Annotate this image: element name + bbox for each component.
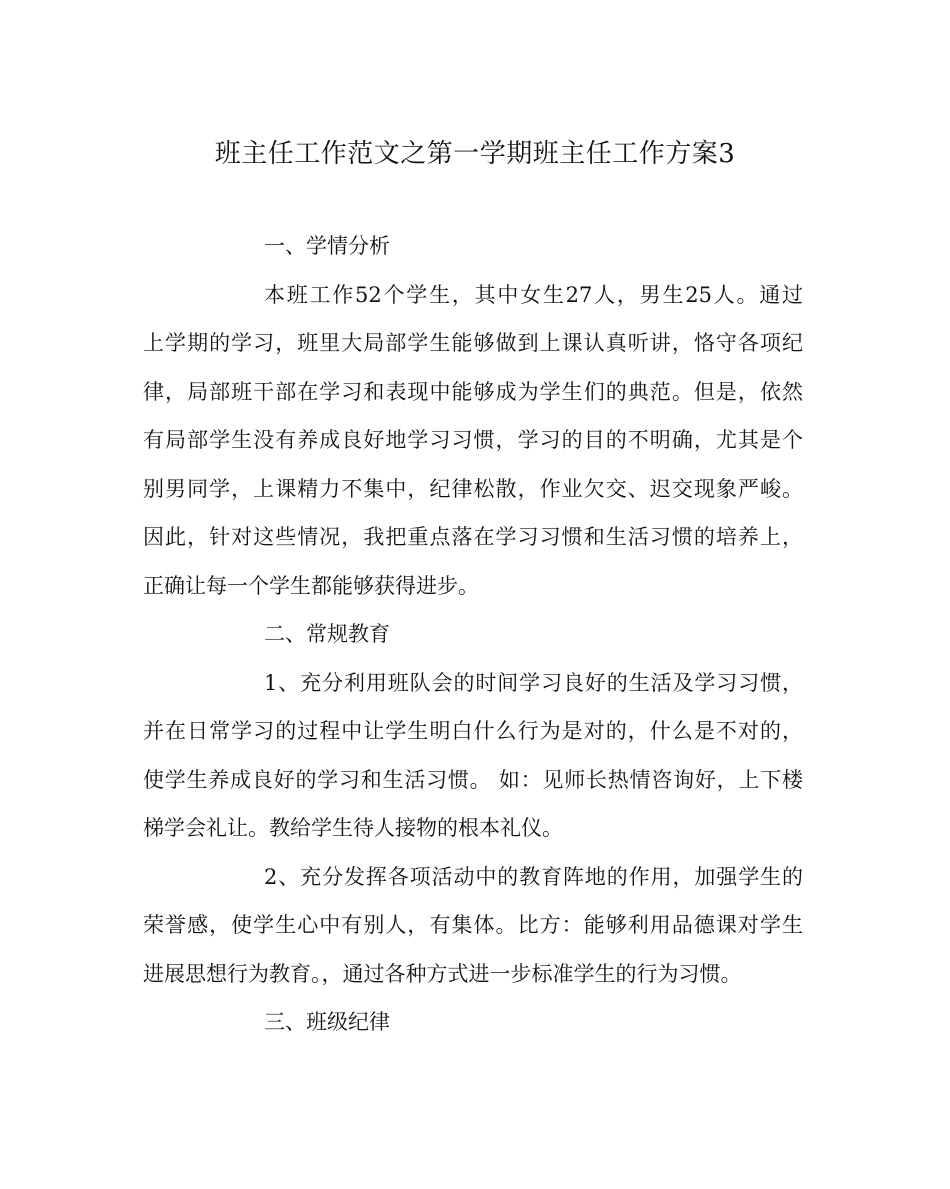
paragraph-line: 正确让每一个学生都能够获得进步。 (143, 573, 479, 598)
paragraph-line: 本班工作52个学生，其中女生27人，男生25人。通过 (264, 282, 803, 307)
document-body (143, 222, 803, 1047)
paragraph-line: 因此，针对这些情况，我把重点落在学习习惯和生活习惯的培养上， (143, 525, 803, 549)
paragraph-line: 上学期的学习，班里大局部学生能够做到上课认真听讲，恪守各项纪 (143, 331, 803, 355)
paragraph-line: 并在日常学习的过程中让学生明白什么行为是对的，什么是不对的， (143, 719, 803, 743)
section-heading-analysis: 一、学情分析 (264, 234, 390, 258)
paragraph-line: 1、充分利用班队会的时间学习良好的生活及学习习惯， (264, 670, 803, 695)
paragraph-line: 梯学会礼让。教给学生待人接物的根本礼仪。 (143, 816, 563, 840)
paragraph-line: 使学生养成良好的学习和生活习惯。 如：见师长热情咨询好，上下楼 (143, 767, 803, 792)
paragraph-line: 荣誉感，使学生心中有别人，有集体。比方：能够利用品德课对学生 (143, 913, 803, 937)
document-title: 班主任工作范文之第一学期班主任工作方案3 (214, 139, 736, 169)
paragraph-line: 2、充分发挥各项活动中的教育阵地的作用，加强学生的 (264, 864, 803, 889)
paragraph-line: 律，局部班干部在学习和表现中能够成为学生们的典范。但是，依然 (143, 379, 803, 404)
paragraph-line: 有局部学生没有养成良好地学习习惯，学习的目的不明确，尤其是个 (143, 428, 803, 452)
paragraph-line: 进展思想行为教育。，通过各种方式进一步标准学生的行为习惯。 (143, 961, 742, 986)
paragraph-line: 别男同学，上课精力不集中，纪律松散，作业欠交、迟交现象严峻。 (143, 476, 803, 501)
section-heading-discipline: 三、班级纪律 (264, 1010, 390, 1034)
section-heading-routine: 二、常规教育 (264, 622, 390, 646)
